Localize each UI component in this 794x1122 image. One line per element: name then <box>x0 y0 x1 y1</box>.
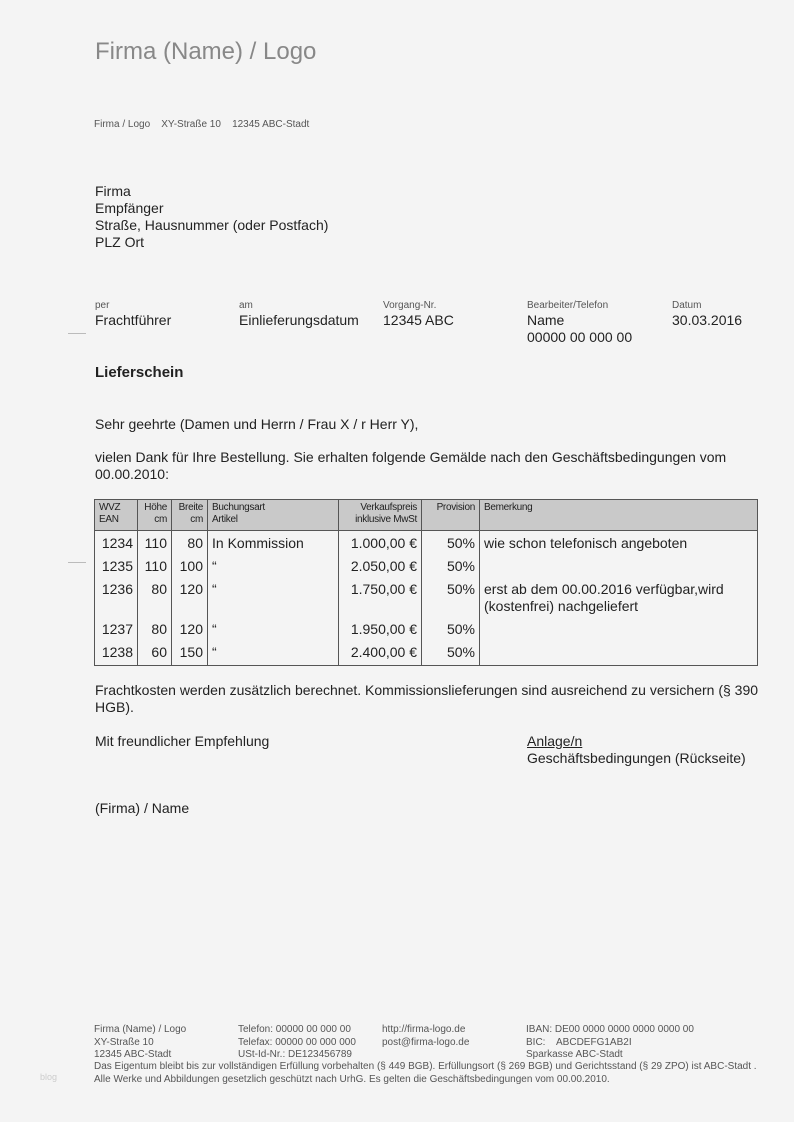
cell-preis: 2.400,00 € <box>339 641 422 666</box>
meta-label: Vorgang-Nr. <box>383 300 437 311</box>
meta-value: Name <box>527 312 565 328</box>
cell-breite: 120 <box>172 578 208 618</box>
cell-bemerkung <box>480 618 758 641</box>
table-row <box>95 618 758 641</box>
footer-contact: Telefon: 00000 00 000 00 Telefax: 00000 00 000 000 USt-Id-Nr.: DE123456789 <box>238 1024 356 1060</box>
cell-breite: 150 <box>172 641 208 666</box>
recipient-address <box>95 183 328 251</box>
col-header-provision: Provision <box>422 500 480 531</box>
cell-artikel: “ <box>208 555 339 578</box>
sender-name: Firma / Logo <box>94 119 151 130</box>
meta-value: Frachtführer <box>95 312 172 328</box>
footer-web <box>382 1024 469 1049</box>
cell-breite: 120 <box>172 618 208 641</box>
sender-street: XY-Straße 10 <box>161 119 221 130</box>
table-row <box>95 578 758 618</box>
col-header-wvz: WVZ EAN <box>95 500 138 531</box>
cell-preis: 1.950,00 € <box>339 618 422 641</box>
sender-city: 12345 ABC-Stadt <box>232 119 310 130</box>
meta-label: Datum <box>672 300 702 311</box>
attachments-item: Geschäftsbedingungen (Rückseite) <box>527 750 746 766</box>
cell-wvz: 1234 <box>95 531 138 556</box>
fold-mark <box>68 562 86 563</box>
cell-bemerkung: wie schon telefonisch angeboten <box>480 531 758 556</box>
meta-value: 12345 ABC <box>383 312 454 328</box>
footer-bank: IBAN: DE00 0000 0000 0000 0000 00 BIC: ABCDEFG1AB2I Sparkasse ABC-Stadt <box>526 1024 694 1060</box>
col-header-preis: Verkaufspreis inklusive MwSt <box>339 500 422 531</box>
cell-artikel: In Kommission <box>208 531 339 556</box>
cell-provision: 50% <box>422 578 480 618</box>
meta-label: am <box>239 300 253 311</box>
cell-hoehe: 60 <box>138 641 172 666</box>
fold-mark <box>68 333 86 334</box>
table-header-row <box>95 500 758 531</box>
meta-label: per <box>95 300 110 311</box>
sender-line <box>94 119 309 131</box>
col-header-breite: Breite cm <box>172 500 208 531</box>
note-text: Frachtkosten werden zusätzlich berechnet. Kommissionslieferungen sind ausreichend zu versichern (§ 390 HGB). <box>95 682 759 715</box>
cell-preis: 1.000,00 € <box>339 531 422 556</box>
col-header-buchungsart: Buchungsart Artikel <box>208 500 339 531</box>
footer-email-link: post@firma-logo.de <box>382 1036 470 1048</box>
meta-label: Bearbeiter/Telefon <box>527 300 609 311</box>
cell-wvz: 1238 <box>95 641 138 666</box>
meta-vorgang <box>383 300 454 329</box>
cell-artikel: “ <box>208 618 339 641</box>
cell-provision: 50% <box>422 618 480 641</box>
cell-preis: 2.050,00 € <box>339 555 422 578</box>
cell-breite: 100 <box>172 555 208 578</box>
footer-legal: Das Eigentum bleibt bis zur vollständigen Erfüllung vorbehalten (§ 449 BGB). Erfüllungsort (§ 269 BGB) und Gerichtsstand (§ 29 ZPO) ist ABC-Stadt . Alle Werke und Abbildungen gesetzlich geschützt nach UrhG. Es gelten die Geschäftsbedingungen vom 00.00.2010. <box>94 1061 757 1085</box>
document-title: Lieferschein <box>95 364 184 381</box>
cell-hoehe: 80 <box>138 578 172 618</box>
cell-wvz: 1237 <box>95 618 138 641</box>
cell-wvz: 1235 <box>95 555 138 578</box>
cell-bemerkung <box>480 641 758 666</box>
cell-artikel: “ <box>208 641 339 666</box>
recipient-name: Empfänger <box>95 200 164 216</box>
cell-hoehe: 110 <box>138 531 172 556</box>
cell-breite: 80 <box>172 531 208 556</box>
cell-provision: 50% <box>422 531 480 556</box>
recipient-street: Straße, Hausnummer (oder Postfach) <box>95 217 329 233</box>
recipient-city: PLZ Ort <box>95 234 145 250</box>
closing: Mit freundlicher Empfehlung <box>95 733 270 749</box>
col-header-bemerkung: Bemerkung <box>480 500 758 531</box>
meta-per <box>95 300 171 329</box>
cell-wvz: 1236 <box>95 578 138 618</box>
cell-artikel: “ <box>208 578 339 618</box>
attachments-title: Anlage/n <box>527 733 583 749</box>
meta-value: 30.03.2016 <box>672 312 743 328</box>
signature: (Firma) / Name <box>95 800 190 816</box>
cell-bemerkung <box>480 555 758 578</box>
meta-bearbeiter <box>527 300 632 346</box>
intro-text: vielen Dank für Ihre Bestellung. Sie erhalten folgende Gemälde nach den Geschäftsbedingungen vom 00.00.2010: <box>95 449 727 482</box>
recipient-company: Firma <box>95 183 131 199</box>
footer-website-link: http://firma-logo.de <box>382 1024 466 1035</box>
meta-am <box>239 300 359 329</box>
table-row <box>95 555 758 578</box>
meta-value: Einlieferungsdatum <box>239 312 359 328</box>
items-table <box>94 499 758 666</box>
watermark: blog <box>40 1072 58 1082</box>
footer-company: Firma (Name) / Logo XY-Straße 10 12345 ABC-Stadt <box>94 1024 187 1060</box>
col-header-hoehe: Höhe cm <box>138 500 172 531</box>
company-logo-text: Firma (Name) / Logo <box>95 38 317 65</box>
salutation: Sehr geehrte (Damen und Herrn / Frau X / r Herr Y), <box>95 416 419 432</box>
meta-datum <box>672 300 742 329</box>
cell-preis: 1.750,00 € <box>339 578 422 618</box>
table-row <box>95 531 758 556</box>
cell-hoehe: 80 <box>138 618 172 641</box>
cell-hoehe: 110 <box>138 555 172 578</box>
cell-bemerkung: erst ab dem 00.00.2016 verfügbar,wird (kostenfrei) nachgeliefert <box>480 578 758 618</box>
cell-provision: 50% <box>422 555 480 578</box>
meta-phone: 00000 00 000 00 <box>527 329 633 345</box>
cell-provision: 50% <box>422 641 480 666</box>
table-row <box>95 641 758 666</box>
